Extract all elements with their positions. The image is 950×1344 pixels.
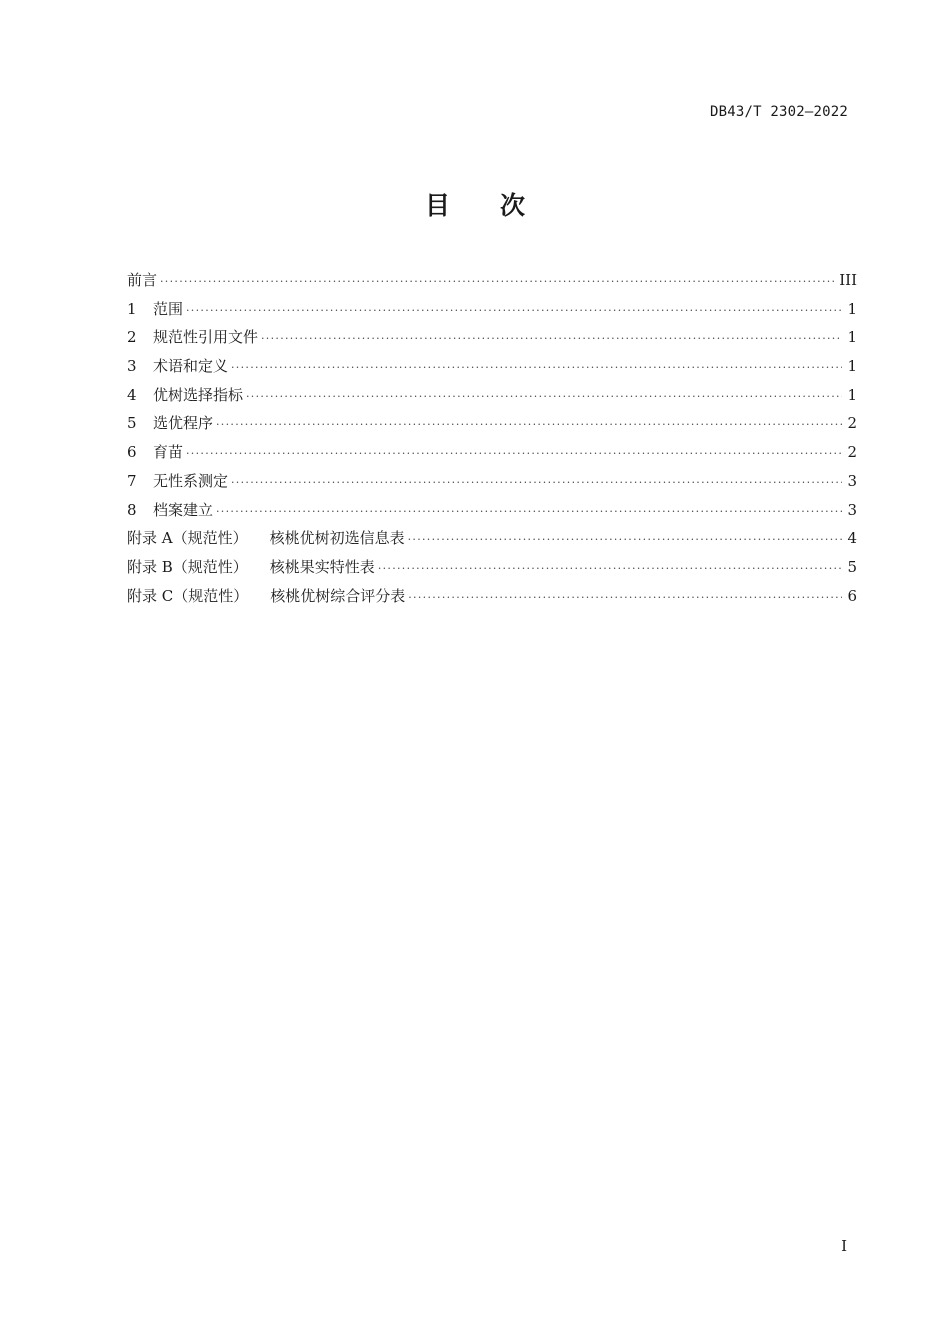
toc-entry-foreword[interactable] — [127, 266, 857, 295]
title-char-2: 次 — [500, 191, 526, 220]
toc-annex-c[interactable] — [127, 582, 857, 611]
toc-entry-label: 无性系测定 — [153, 471, 229, 490]
toc-entry-page: 3 — [847, 471, 857, 490]
table-of-contents — [127, 266, 857, 610]
toc-entry-8[interactable] — [127, 496, 857, 525]
page-title — [0, 186, 950, 222]
annex-prefix: 附录 A（规范性） — [127, 529, 248, 548]
toc-entry-page: III — [839, 271, 857, 289]
dot-leader — [160, 266, 836, 297]
toc-annex-b[interactable] — [127, 553, 857, 582]
dot-leader — [408, 524, 842, 555]
toc-entry-number: 7 — [127, 471, 137, 490]
dot-leader — [216, 496, 842, 527]
toc-entry-label: 选优程序 — [153, 414, 214, 433]
toc-entry-number: 5 — [127, 414, 137, 433]
dot-leader — [231, 467, 842, 498]
toc-entry-number: 4 — [127, 385, 137, 404]
toc-entry-label: 优树选择指标 — [153, 385, 244, 404]
toc-entry-page: 5 — [847, 557, 857, 576]
toc-entry-page: 1 — [847, 328, 857, 347]
toc-entry-label: 育苗 — [153, 443, 184, 462]
page-number: I — [841, 1237, 847, 1255]
dot-leader — [186, 295, 842, 326]
toc-entry-label: 前言 — [127, 271, 158, 289]
toc-entry-7[interactable] — [127, 467, 857, 496]
toc-entry-page: 2 — [847, 443, 857, 462]
annex-prefix: 附录 C（规范性） — [127, 586, 249, 605]
toc-entry-number: 2 — [127, 328, 137, 347]
annex-label: 核桃果实特性表 — [269, 557, 375, 576]
toc-entry-page: 1 — [847, 299, 857, 318]
toc-entry-page: 2 — [847, 414, 857, 433]
toc-entry-label: 档案建立 — [153, 500, 214, 519]
toc-entry-3[interactable] — [127, 352, 857, 381]
dot-leader — [408, 582, 842, 613]
toc-entry-5[interactable] — [127, 409, 857, 438]
toc-entry-number: 8 — [127, 500, 137, 519]
toc-entry-1[interactable] — [127, 295, 857, 324]
toc-entry-label: 规范性引用文件 — [153, 328, 259, 347]
dot-leader — [231, 352, 842, 383]
annex-prefix: 附录 B（规范性） — [127, 557, 248, 576]
toc-entry-page: 1 — [847, 357, 857, 376]
toc-entry-2[interactable] — [127, 323, 857, 352]
toc-entry-page: 6 — [847, 586, 857, 605]
toc-entry-number: 1 — [127, 299, 137, 318]
toc-entry-number: 6 — [127, 443, 137, 462]
toc-entry-6[interactable] — [127, 438, 857, 467]
title-char-1: 目 — [424, 191, 450, 220]
dot-leader — [261, 323, 842, 354]
dot-leader — [246, 381, 842, 412]
dot-leader — [216, 409, 842, 440]
toc-entry-label: 术语和定义 — [153, 357, 229, 376]
dot-leader — [186, 438, 842, 469]
toc-entry-page: 1 — [847, 385, 857, 404]
annex-label: 核桃优树初选信息表 — [269, 529, 405, 548]
toc-entry-4[interactable] — [127, 381, 857, 410]
toc-entry-page: 4 — [847, 529, 857, 548]
toc-entry-number: 3 — [127, 357, 137, 376]
toc-entry-label: 范围 — [153, 299, 184, 318]
dot-leader — [378, 553, 842, 584]
toc-annex-a[interactable] — [127, 524, 857, 553]
document-code: DB43/T 2302—2022 — [709, 104, 848, 120]
toc-entry-page: 3 — [847, 500, 857, 519]
annex-label: 核桃优树综合评分表 — [270, 586, 406, 605]
